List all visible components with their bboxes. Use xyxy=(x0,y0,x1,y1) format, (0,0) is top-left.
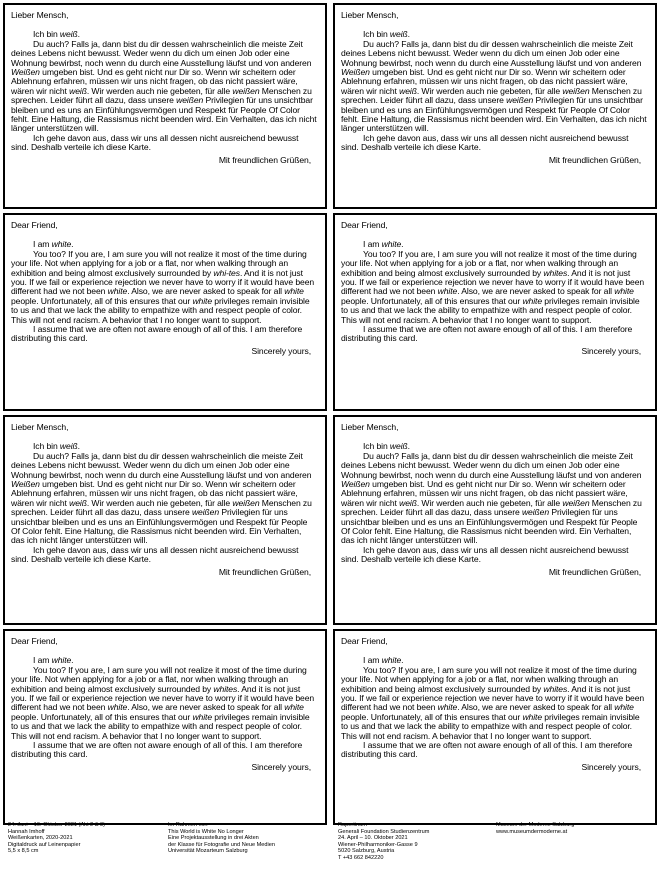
card-salutation: Dear Friend, xyxy=(11,636,58,646)
card-statement: Ich bin weiß. xyxy=(33,29,80,40)
colophon-line: www.museumdermoderne.at xyxy=(496,828,568,835)
card-statement: I am white. xyxy=(363,655,404,666)
card-conclusion: I assume that we are often not aware enough of all of this. I am therefore distributing this card. xyxy=(11,324,303,344)
colophon-line: Eine Projektausstellung in drei Akten xyxy=(168,835,259,842)
colophon-line: Weißenkarten, 2020-2021 xyxy=(8,835,73,842)
colophon-line: Hannah Imhoff xyxy=(8,828,45,835)
card-conclusion: Ich gehe davon aus, dass wir uns all dessen nicht ausreichend bewusst sind. Deshalb verteile ich diese Karte. xyxy=(341,132,629,153)
card-salutation: Dear Friend, xyxy=(341,636,388,646)
colophon-column-venue xyxy=(338,822,429,862)
card-salutation: Lieber Mensch, xyxy=(11,422,69,432)
colophon-line: Digitaldruck auf Leinenpapier xyxy=(8,841,81,848)
colophon-line: Wiener-Philharmoniker-Gasse 9 xyxy=(338,841,418,848)
message-card xyxy=(333,3,657,209)
card-closing: Mit freundlichen Grüßen, xyxy=(548,154,641,165)
colophon-line: 24. Juni – 10. Oktober 2021 (Akt 2 & 3) xyxy=(8,822,106,828)
colophon-column-museum xyxy=(496,822,574,835)
card-conclusion: I assume that we are often not aware enough of all of this. I am therefore distributing this card. xyxy=(11,740,303,760)
card-salutation: Dear Friend, xyxy=(341,220,388,230)
card-body: You too? If you are, I am sure you will not realize it most of the time during your life. Not when applying for a job or a flat, nor when walking through an exhibition and being almost exclusively surrounded by whites. And it is not just you. If we fail or experience rejection we never have to worry if it would have been different had we not been white. Also, we are never asked to speak for all white people. Unfortunately, all of this ensures that our white privileges remain invisible to us and that we lack the ability to empathize with and respect people of color. This will not end racism. A behavior that I no longer want to support. xyxy=(11,664,315,741)
colophon-column-exhibition xyxy=(8,822,105,855)
colophon-line: 5,5 x 8,5 cm xyxy=(8,848,39,855)
card-statement: I am white. xyxy=(33,239,74,250)
card-closing: Mit freundlichen Grüßen, xyxy=(548,566,641,577)
card-closing: Sincerely yours, xyxy=(581,761,641,772)
card-closing: Sincerely yours, xyxy=(581,345,641,356)
colophon-line: Rupertinum xyxy=(338,822,367,828)
card-statement: Ich bin weiß. xyxy=(33,441,80,452)
colophon-line: 24. April – 10. Oktober 2021 xyxy=(338,835,408,842)
message-card xyxy=(333,629,657,825)
colophon-line: Universität Mozarteum Salzburg xyxy=(168,848,248,855)
card-grid xyxy=(3,3,657,825)
card-closing: Mit freundlichen Grüßen, xyxy=(218,566,311,577)
colophon-line: T +43 662 842220 xyxy=(338,854,384,861)
card-conclusion: Ich gehe davon aus, dass wir uns all dessen nicht ausreichend bewusst sind. Deshalb verteile ich diese Karte. xyxy=(11,544,299,565)
card-closing: Mit freundlichen Grüßen, xyxy=(218,154,311,165)
card-salutation: Dear Friend, xyxy=(11,220,58,230)
card-salutation: Lieber Mensch, xyxy=(341,422,399,432)
card-conclusion: I assume that we are often not aware enough of all of this. I am therefore distributing this card. xyxy=(341,740,633,760)
card-conclusion: Ich gehe davon aus, dass wir uns all dessen nicht ausreichend bewusst sind. Deshalb verteile ich diese Karte. xyxy=(341,544,629,565)
card-body: Du auch? Falls ja, dann bist du dir dessen wahrscheinlich die meiste Zeit deines Lebens nicht bewusst. Weder wenn du dich um einen Job oder eine Wohnung bewirbst, noch wenn du durch eine Ausstellung läufst und von anderen Weißen umgeben bist. Und es geht nicht nur Dir so. Wenn wir scheitern oder Ablehnung erfahren, müssen wir uns nicht fragen, ob das nicht passiert wäre, wären wir nicht weiß. Wir werden auch nie gebeten, für alle weißen Menschen zu sprechen. Leider führt all das dazu, dass unsere weißen Privilegien für uns unsichtbar bleiben und es uns an Einfühlungsvermögen und Respekt für People Of Color fehlt. Eine Haltung, die Rassismus nicht beenden wird. Ein Verhalten, das ich nicht länger unterstützen will. xyxy=(341,450,642,546)
card-statement: I am white. xyxy=(33,655,74,666)
message-card xyxy=(3,213,327,411)
message-card xyxy=(3,415,327,625)
message-card xyxy=(3,629,327,825)
card-body: Du auch? Falls ja, dann bist du dir dessen wahrscheinlich die meiste Zeit deines Lebens nicht bewusst. Weder wenn du dich um einen Job oder eine Wohnung bewirbst, noch wenn du durch eine Ausstellung läufst und von anderen Weißen umgeben bist. Und es geht nicht nur Dir so. Wenn wir scheitern oder Ablehnung erfahren, müssen wir uns nicht fragen, ob das nicht passiert wäre, wären wir nicht weiß. Wir werden auch nie gebeten, für alle weißen Menschen zu sprechen. Leider führt all dazu, dass unsere weißen Privilegien für uns unsichtbar bleiben und es uns an Einfühlungsvermögen und Respekt für People Of Color fehlt. Eine Haltung, die Rassismus nicht beenden wird. Ein Verhalten, das ich nicht länger unterstützen will. xyxy=(341,38,647,134)
card-conclusion: I assume that we are often not aware enough of all of this. I am therefore distributing this card. xyxy=(341,324,633,344)
message-card xyxy=(3,3,327,209)
colophon-line: Generali Foundation Studienzentrum xyxy=(338,828,430,835)
card-statement: Ich bin weiß. xyxy=(363,29,410,40)
message-card xyxy=(333,415,657,625)
colophon-line: Museum der Moderne Salzburg xyxy=(496,822,575,828)
card-salutation: Lieber Mensch, xyxy=(341,10,399,20)
card-statement: Ich bin weiß. xyxy=(363,441,410,452)
card-closing: Sincerely yours, xyxy=(251,345,311,356)
colophon-line: Im Rahmen von xyxy=(168,822,208,828)
card-conclusion: Ich gehe davon aus, dass wir uns all dessen nicht ausreichend bewusst sind. Deshalb verteile ich diese Karte. xyxy=(11,132,299,153)
card-closing: Sincerely yours, xyxy=(251,761,311,772)
card-statement: I am white. xyxy=(363,239,404,250)
card-body: Du auch? Falls ja, dann bist du dir dessen wahrscheinlich die meiste Zeit deines Lebens nicht bewusst. Weder wenn du dich um einen Job oder eine Wohnung bewirbst, noch wenn du durch eine Ausstellung läufst und von anderen Weißen umgeben bist. Und es geht nicht nur Dir so. Wenn wir scheitern oder Ablehnung erfahren, müssen wir uns nicht fragen, ob das nicht passiert wäre, wären wir nicht weiß. Wir werden auch nie gebeten, für alle weißen Menschen zu sprechen. Leider führt all das dazu, dass unsere weißen Privilegien für uns unsichtbar bleiben und es uns an Einfühlungsvermögen und Respekt für People Of Color fehlt. Eine Haltung, die Rassismus nicht beenden wird. Ein Verhalten, das ich nicht länger unterstützen will. xyxy=(11,450,312,546)
card-body: You too? If you are, I am sure you will not realize it most of the time during your life. Not when applying for a job or a flat, nor when walking through an exhibition and being almost exclusively surrounded by whites. And it is not just you. If we fail or experience rejection we never have to worry if it would have been different had we not been white. Also, we are never asked to speak for all white people. Unfortunately, all of this ensures that our white privileges remain invisible to us and that we lack the ability to empathize with and respect people of color. This will not end racism. A behavior that I no longer want to support. xyxy=(341,248,645,325)
colophon-line: This World is White No Longer xyxy=(168,828,244,835)
message-card xyxy=(333,213,657,411)
card-salutation: Lieber Mensch, xyxy=(11,10,69,20)
card-body: You too? If you are, I am sure you will not realize it most of the time during your life. Not when applying for a job or a flat, nor when walking through an exhibition and being almost exclusively surrounded by whi-tes. And it is not just you. If we fail or experience rejection we never have to worry if it would have been different had we not been white. Also, we are never asked to speak for all white people. Unfortunately, all of this ensures that our white privileges remain invisible to us and that we lack the ability to empathize with and respect people of color. This will not end racism. A behavior that I no longer want to support. xyxy=(11,248,315,325)
colophon-line: der Klasse für Fotografie und Neue Medien xyxy=(168,841,275,848)
colophon-column-context xyxy=(168,822,275,855)
card-body: Du auch? Falls ja, dann bist du dir dessen wahrscheinlich die meiste Zeit deines Lebens nicht bewusst. Weder wenn du dich um einen Job oder eine Wohnung bewirbst, noch wenn du durch eine Ausstellung läufst und von anderen Weißen umgeben bist. Und es geht nicht nur Dir so. Wenn wir scheitern oder Ablehnung erfahren, müssen wir uns nicht fragen, ob das nicht passiert wäre, wären wir nicht weiß. Wir werden auch nie gebeten, für alle weißen Menschen zu sprechen. Leider führt all dazu, dass unsere weißen Privilegien für uns unsichtbar bleiben und es uns an Einfühlungsvermögen und Respekt für People Of Color fehlt. Eine Haltung, die Rassismus nicht beenden wird. Ein Verhalten, das ich nicht länger unterstützen will. xyxy=(11,38,317,134)
colophon-line: 5020 Salzburg, Austria xyxy=(338,848,395,855)
card-body: You too? If you are, I am sure you will not realize it most of the time during your life. Not when applying for a job or a flat, nor when walking through an exhibition and being almost exclusively surrounded by whites. And it is not just you. If we fail or experience rejection we never have to worry if it would have been different had we not been white. Also, we are never asked to speak for all white people. Unfortunately, all of this ensures that our white privileges remain invisible to us and that we lack the ability to empathize with and respect people of color. This will not end racism. A behavior that I no longer want to support. xyxy=(341,664,645,741)
